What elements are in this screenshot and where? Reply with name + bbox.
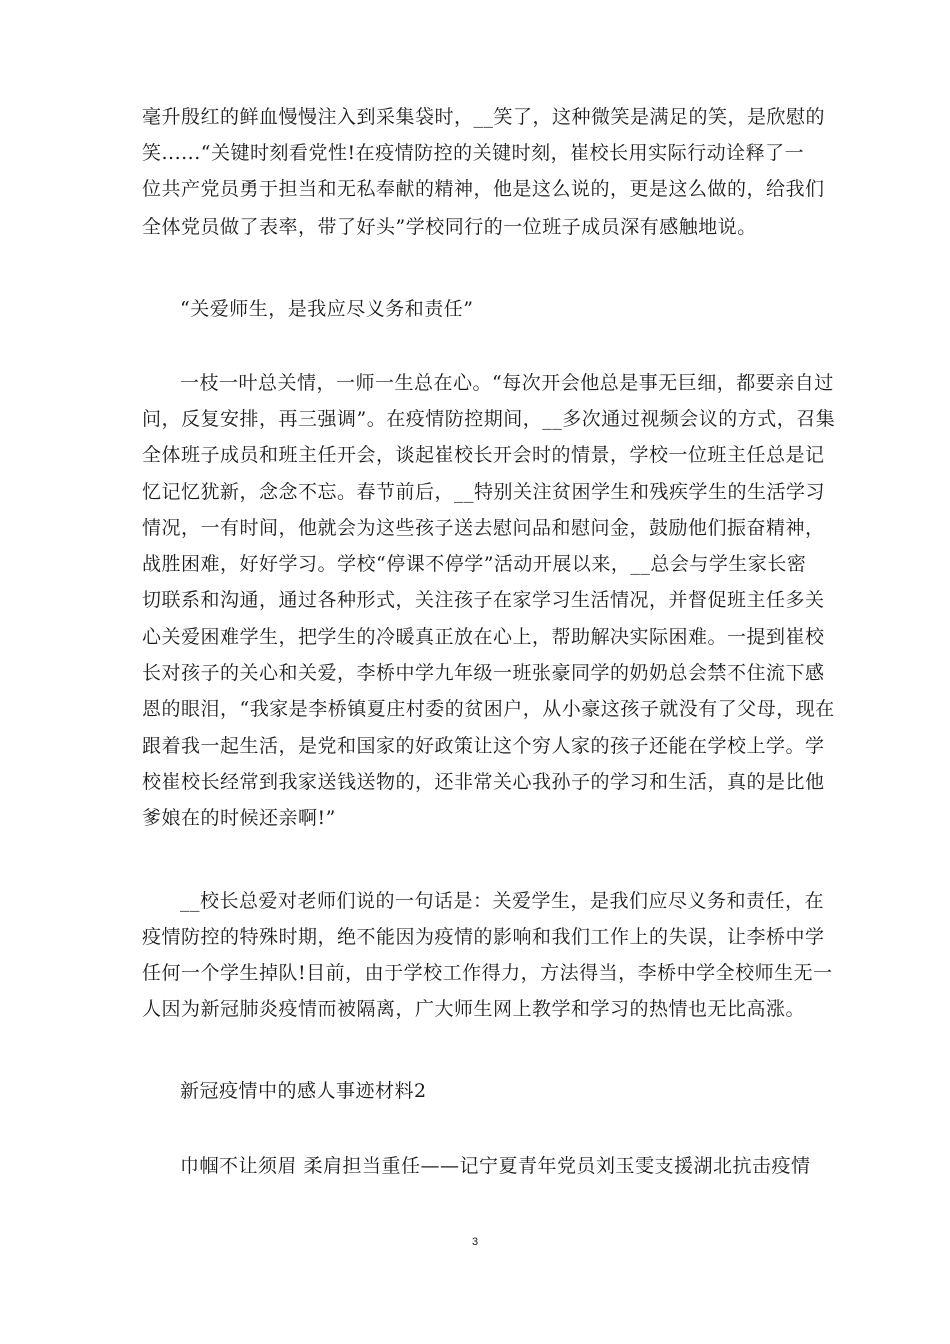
text-line: 任何一个学生掉队!目前，由于学校工作得力，方法得当，李桥中学全校师生无一 [142, 962, 833, 984]
text-line: 恩的眼泪，“我家是李桥镇夏庄村委的贫困户，从小豪这孩子就没有了父母，现在 [142, 698, 835, 720]
text-line: 一枝一叶总关情，一师一生总在心。“每次开会他总是事无巨细，都要亲自过 [180, 372, 834, 394]
text-line: 位共产党员勇于担当和无私奉献的精神，他是这么说的，更是这么做的，给我们 [142, 178, 825, 200]
text-line: 人因为新冠肺炎疫情而被隔离，广大师生网上教学和学习的热情也无比高涨。 [142, 998, 806, 1020]
text-line: 问，反复安排，再三强调”。在疫情防控期间，__多次通过视频会议的方式，召集 [142, 408, 836, 430]
text-line: 切联系和沟通，通过各种形式，关注孩子在家学习生活情况，并督促班主任多关 [142, 589, 825, 611]
text-line: 情况，一有时间，他就会为这些孩子送去慰问品和慰问金，鼓励他们振奋精神， [142, 517, 825, 539]
text-line: 忆记忆犹新，念念不忘。春节前后，__特别关注贫困学生和残疾学生的生活学习 [142, 481, 826, 503]
text-line: __校长总爱对老师们说的一句话是：关爱学生，是我们应尽义务和责任，在 [180, 890, 825, 912]
text-line: 心关爱困难学生，把学生的冷暖真正放在心上，帮助解决实际困难。一提到崔校 [142, 626, 825, 648]
text-line: 战胜困难，好好学习。学校“停课不停学”活动开展以来，__总会与学生家长密 [142, 553, 807, 575]
material-title: 新冠疫情中的感人事迹材料2 [180, 1080, 427, 1102]
text-line: 爹娘在的时候还亲啊!” [142, 807, 336, 829]
text-line: 校崔校长经常到我家送钱送物的，还非常关心我孙子的学习和生活，真的是比他 [142, 771, 825, 793]
page-number: 3 [471, 1236, 479, 1248]
text-line: 长对孩子的关心和关爱，李桥中学九年级一班张豪同学的奶奶总会禁不住流下感 [142, 662, 825, 684]
text-line: 跟着我一起生活，是党和国家的好政策让这个穷人家的孩子还能在学校上学。学 [142, 735, 825, 757]
article-subtitle: 巾帼不让须眉 柔肩担当重任——记宁夏青年党员刘玉雯支援湖北抗击疫情 [180, 1155, 811, 1177]
text-line: 毫升殷红的鲜血慢慢注入到采集袋时，__笑了，这种微笑是满足的笑，是欣慰的 [142, 106, 826, 128]
text-line: 全体班子成员和班主任开会，谈起崔校长开会时的情景，学校一位班主任总是记 [142, 444, 825, 466]
text-line: 全体党员做了表率，带了好头”学校同行的一位班子成员深有感触地说。 [142, 216, 757, 238]
section-heading: “关爱师生，是我应尽义务和责任” [180, 298, 474, 320]
text-line: 笑......“关键时刻看党性!在疫情防控的关键时刻，崔校长用实际行动诠释了一 [142, 142, 805, 164]
text-line: 疫情防控的特殊时期，绝不能因为疫情的影响和我们工作上的失误，让李桥中学 [142, 926, 825, 948]
